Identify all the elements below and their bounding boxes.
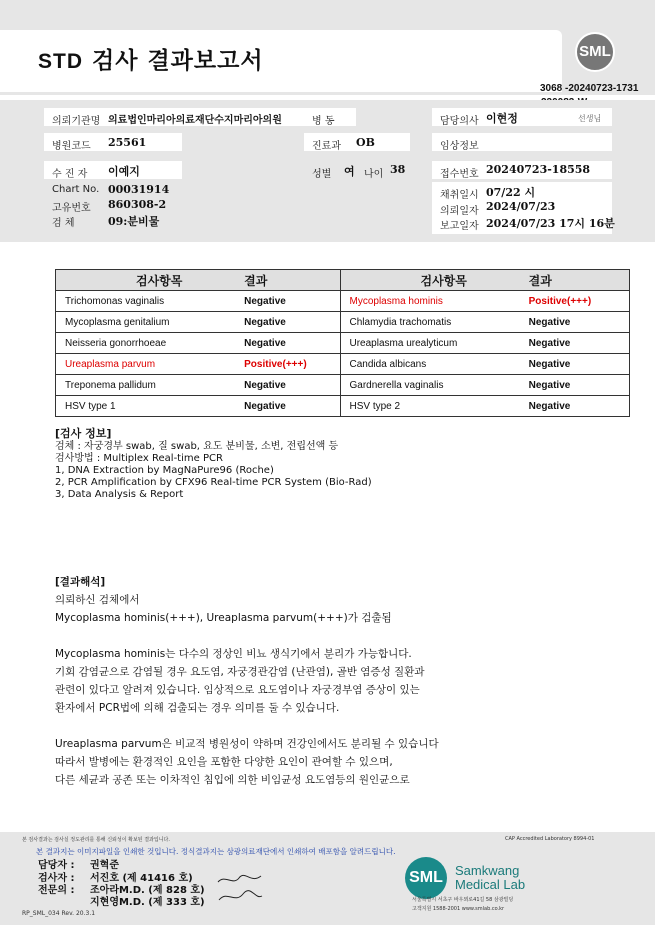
table-row [56,375,630,396]
inst-label: 의뢰기관명 [52,116,101,127]
collect-date: 07/22 시 [486,186,536,199]
test-result: Negative [235,375,340,396]
interpretation-line: 환자에서 PCR법에 의해 검출되는 경우 의미를 둘 수 있습니다. [55,702,340,714]
test-result: Negative [235,312,340,333]
page-title: STD 검사 결과보고서 [38,48,264,74]
specimen-label: 검 체 [52,218,75,229]
sml-footer-logo: SML [405,857,447,899]
test-name: Treponema pallidum [56,375,236,396]
request-label: 의뢰일자 [440,206,479,217]
request-date: 2024/07/23 [486,200,556,213]
receipt-label: 접수번호 [440,169,479,180]
exam-line: 3, Data Analysis & Report [55,489,184,500]
test-name: Candida albicans [340,354,520,375]
table-header [56,270,630,291]
test-name: Ureaplasma urealyticum [340,333,520,354]
ward-label: 병 동 [312,116,335,127]
test-result: Negative [235,333,340,354]
interpretation-line: 관련이 있다고 알려져 있습니다. 임상적으로 요도염이나 자궁경부염 증상이 있는 [55,684,420,696]
sex: 여 [344,165,355,178]
cap-note: CAP Accredited Laboratory 8994-01 [505,836,595,842]
exam-line: 검사방법 : Multiplex Real-time PCR [55,453,223,464]
receipt-number: 20240723-18558 [486,163,591,176]
header-item: 검사항목 [56,270,236,291]
test-name: HSV type 1 [56,396,236,417]
test-name: Chlamydia trachomatis [340,312,520,333]
test-result: Negative [235,291,340,312]
chartno-label: Chart No. [52,184,100,195]
header-result: 결과 [235,270,340,291]
unique-id: 860308-2 [108,198,167,211]
chart-number: 00031914 [108,183,170,196]
age: 38 [390,163,406,176]
table-row [56,291,630,312]
staff-label: 담당자 : [38,860,75,871]
patient-info-panel [0,100,655,242]
report-code: 3068 -20240723-1731 [540,83,639,94]
interpretation-line: 의뢰하신 검체에서 [55,594,140,606]
interpretation [55,573,439,789]
test-name: Trichomonas vaginalis [56,291,236,312]
exam-info-title: [검사 정보] [55,427,112,440]
test-result: Negative [520,333,630,354]
table-row [56,312,630,333]
test-name: Mycoplasma hominis [340,291,520,312]
results-table [55,269,630,417]
exam-line: 1, DNA Extraction by MagNaPure96 (Roche) [55,465,274,476]
table-row [56,396,630,417]
staff-name: 권혁준 [90,860,119,871]
table-row [56,333,630,354]
specialist-2: 지현영M.D. (제 333 호) [90,897,205,908]
code-label: 병원코드 [52,141,91,152]
age-label: 나이 [364,169,384,180]
interpretation-line [55,627,439,645]
id-label: 고유번호 [52,203,91,214]
fine-print: 본 검사결과는 검사실 정도관리를 통해 신뢰성이 확보된 결과입니다. [22,837,170,843]
interpretation-line: Ureaplasma parvum은 비교적 병원성이 약하며 건강인에서도 분리될 수 있습니다 [55,738,439,750]
address: 서울특별시 서초구 바우뫼로41길 58 삼광빌딩 [412,897,514,903]
dept-label: 진료과 [312,141,341,152]
tester-label: 검사자 : [38,873,75,884]
telephone: 고객지원 1588-2001 www.smlab.co.kr [412,906,505,912]
department: OB [356,136,375,149]
test-result: Negative [520,354,630,375]
doctor-name: 이현정 [486,112,518,125]
test-result: Negative [520,396,630,417]
interpretation-line: Mycoplasma hominis는 다수의 정상인 비뇨 생식기에서 분리가 가능합니다. [55,648,412,660]
table-row [56,354,630,375]
patient-name: 이예지 [108,165,140,178]
test-name: Mycoplasma genitalium [56,312,236,333]
patient-label: 수 진 자 [52,169,88,180]
test-result: Negative [520,375,630,396]
test-name: Neisseria gonorrhoeae [56,333,236,354]
notice: 본 결과지는 이미지파일을 인쇄한 것입니다. 정식결과지는 삼광의료재단에서 인쇄하여 배포함을 알려드립니다. [36,847,396,856]
specimen: 09:분비물 [108,215,160,228]
sex-label: 성별 [312,169,332,180]
report-label: 보고일자 [440,221,479,232]
header-item-2: 검사항목 [340,270,520,291]
doctor-suffix: 선생님 [578,114,602,123]
test-result: Positive(+++) [520,291,630,312]
report-date: 2024/07/23 17시 16분 [486,217,615,230]
test-name: Ureaplasma parvum [56,354,236,375]
exam-line: 검체 : 자궁경부 swab, 질 swab, 요도 분비물, 소변, 전립선액 등 [55,441,339,452]
interpretation-title: [결과해석] [55,576,106,588]
collect-label: 채취일시 [440,190,479,201]
brand-name: Samkwang Medical Lab [455,863,526,892]
interpretation-line: 따라서 발병에는 환경적인 요인을 포함한 다양한 요인이 관여할 수 있으며, [55,756,393,768]
specialist-label: 전문의 : [38,885,75,896]
exam-line: 2, PCR Amplification by CFX96 Real-time PCR System (Bio-Rad) [55,477,372,488]
interpretation-line: Mycoplasma hominis(+++), Ureaplasma parvum(+++)가 검출됨 [55,612,392,624]
test-result: Positive(+++) [235,354,340,375]
interpretation-line: 다른 세균과 공존 또는 이차적인 침입에 의한 비임균성 요도염등의 원인균으로 [55,774,410,786]
interpretation-line [55,717,439,735]
specialist-1: 조아라M.D. (제 828 호) [90,885,205,896]
tester-name: 서진호 (제 41416 호) [90,873,193,884]
test-result: Negative [235,396,340,417]
exam-info [55,428,372,501]
signature-image [215,870,265,906]
institution: 의료법인마리아의료재단수지마리아의원 [108,115,282,126]
interpretation-line: 기회 감염균으로 감염될 경우 요도염, 자궁경관감염 (난관염), 골반 염증성 질환과 [55,666,425,678]
test-name: Gardnerella vaginalis [340,375,520,396]
test-name: HSV type 2 [340,396,520,417]
clinical-label: 임상정보 [440,141,479,152]
hospital-code: 25561 [108,136,147,149]
sml-logo: SML [575,32,615,72]
form-number: RP_SML_034 Rev. 20.3.1 [22,910,96,917]
header-result-2: 결과 [520,270,630,291]
doctor-label: 담당의사 [440,116,479,127]
test-result: Negative [520,312,630,333]
